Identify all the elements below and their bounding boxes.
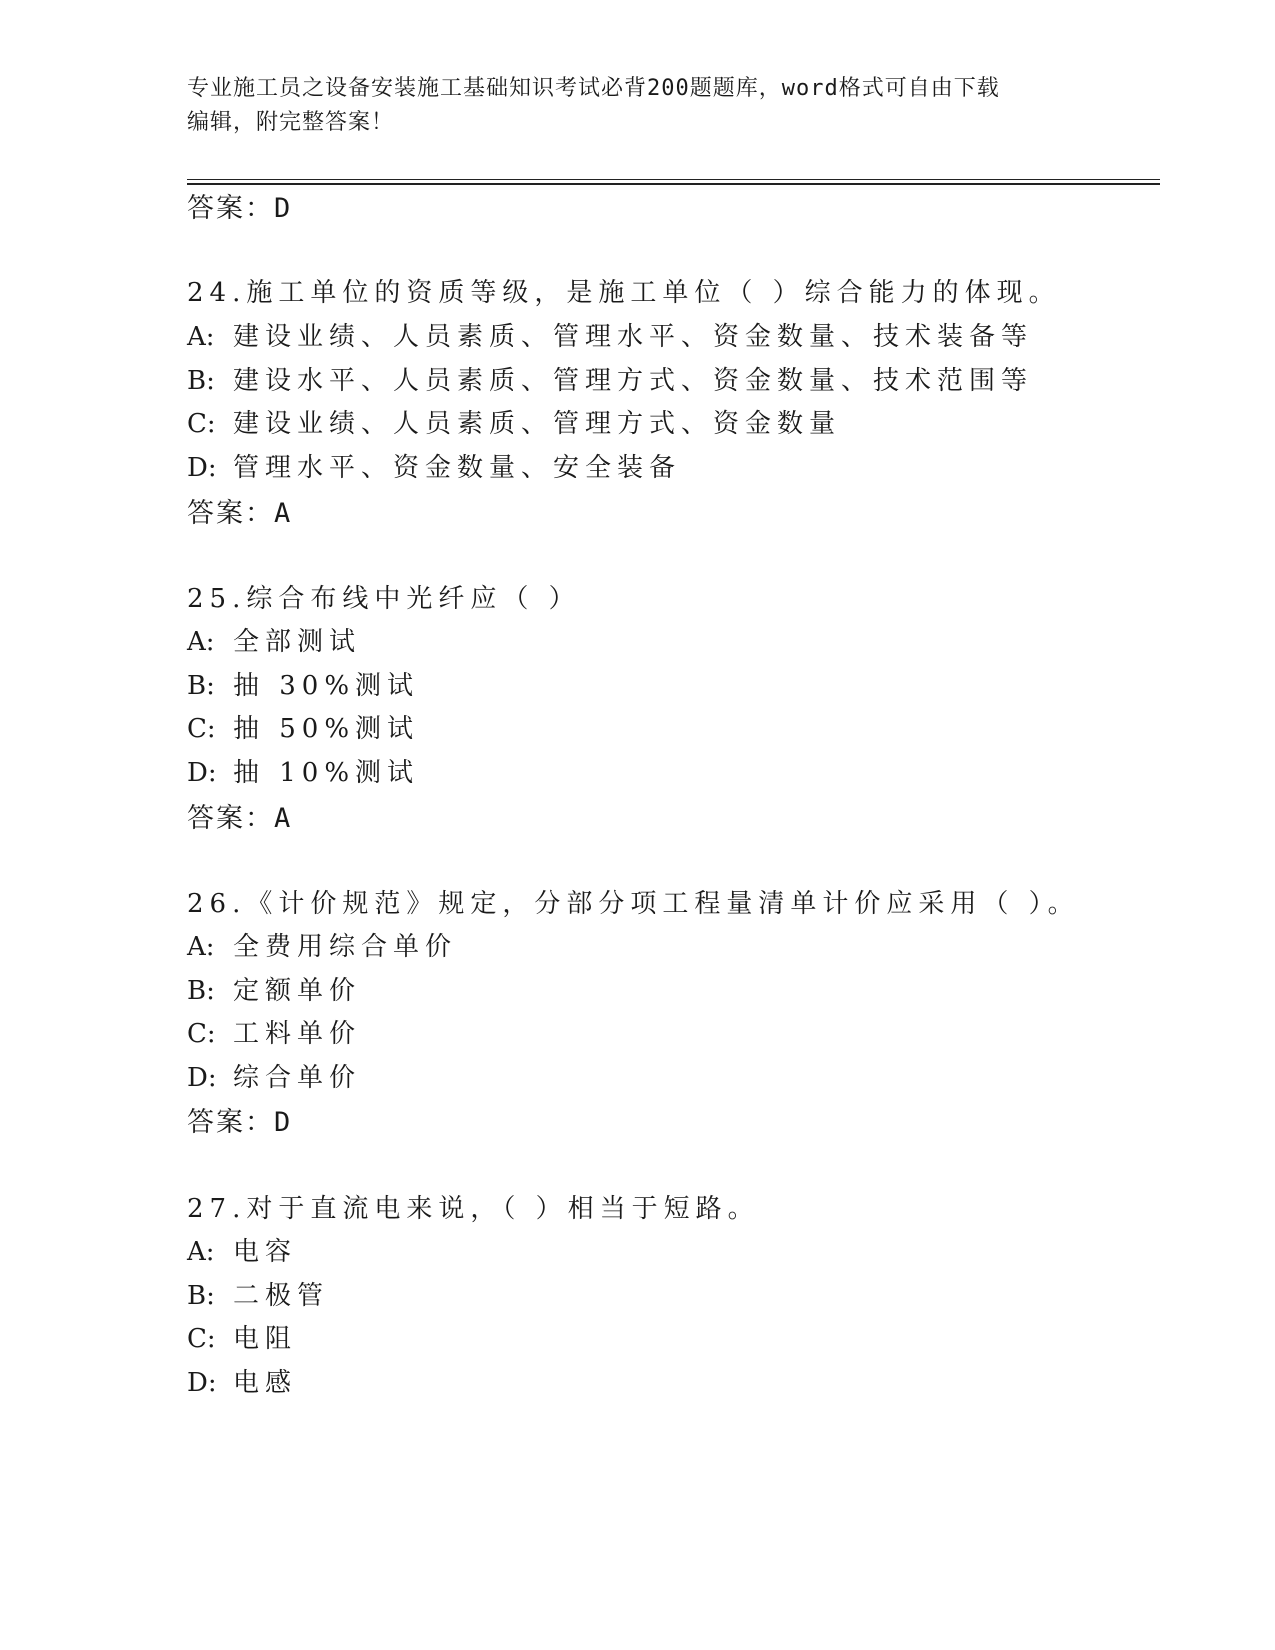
- question-27-option-a: [187, 1231, 297, 1268]
- option-letter: C:: [187, 1324, 216, 1354]
- option-letter: B:: [187, 366, 215, 396]
- question-25-option-b: [187, 665, 419, 702]
- question-27-option-d: [187, 1362, 297, 1399]
- option-letter: C:: [187, 1019, 216, 1049]
- option-letter: A:: [187, 1237, 215, 1267]
- question-26-option-a: [187, 926, 457, 963]
- option-text: 全费用综合单价: [233, 932, 458, 962]
- document-header: [187, 72, 1087, 140]
- question-25-stem: 25.综合布线中光纤应（ ）: [187, 584, 581, 614]
- option-text: 建设业绩、人员素质、管理方式、资金数量: [233, 409, 842, 439]
- question-24-stem: 24.施工单位的资质等级，是施工单位（ ）综合能力的体现。: [187, 278, 1061, 308]
- question-26-option-c: [187, 1013, 361, 1050]
- option-letter: B:: [187, 671, 215, 701]
- option-letter: D:: [187, 1368, 217, 1398]
- question-27-option-b: [187, 1275, 329, 1312]
- question-24-option-c: [187, 403, 841, 440]
- header-line-1: 专业施工员之设备安装施工基础知识考试必背200题题库，word格式可自由下载: [187, 76, 1000, 101]
- option-letter: D:: [187, 758, 217, 788]
- option-letter: D:: [187, 1063, 217, 1093]
- question-25-option-d: [187, 752, 419, 789]
- option-text: 管理水平、资金数量、安全装备: [233, 453, 682, 483]
- option-text: 建设水平、人员素质、管理方式、资金数量、技术范围等: [233, 366, 1034, 396]
- question-26-answer: 答案：D: [187, 1107, 293, 1138]
- option-letter: B:: [187, 976, 215, 1006]
- option-letter: A:: [187, 627, 215, 657]
- question-26-stem: 26.《计价规范》规定，分部分项工程量清单计价应采用（ ）。: [187, 889, 1080, 919]
- question-24-option-a: [187, 316, 1033, 353]
- option-text: 电容: [233, 1237, 298, 1267]
- question-25-option-a: [187, 621, 361, 658]
- question-24-option-d: [187, 447, 681, 484]
- option-text: 全部测试: [233, 627, 362, 657]
- question-27-option-c: [187, 1318, 297, 1355]
- header-line-2: 编辑，附完整答案！: [187, 110, 395, 135]
- question-25-answer: 答案：A: [187, 803, 293, 834]
- option-letter: D:: [187, 453, 217, 483]
- question-26-option-d: [187, 1057, 361, 1094]
- question-27-stem: 27.对于直流电来说，（ ）相当于短路。: [187, 1194, 760, 1224]
- previous-answer: 答案：D: [187, 193, 293, 224]
- option-letter: B:: [187, 1281, 215, 1311]
- option-letter: C:: [187, 409, 216, 439]
- option-text: 抽 30%测试: [233, 671, 420, 701]
- question-24-answer: 答案：A: [187, 498, 293, 529]
- header-divider-thick: [187, 183, 1160, 185]
- option-text: 建设业绩、人员素质、管理水平、资金数量、技术装备等: [233, 322, 1034, 352]
- option-text: 电阻: [233, 1324, 298, 1354]
- option-letter: A:: [187, 932, 215, 962]
- option-text: 工料单价: [233, 1019, 362, 1049]
- question-24-option-b: [187, 360, 1033, 397]
- option-letter: A:: [187, 322, 215, 352]
- option-text: 综合单价: [233, 1063, 362, 1093]
- question-25-option-c: [187, 708, 419, 745]
- option-text: 二极管: [233, 1281, 330, 1311]
- option-text: 抽 50%测试: [233, 714, 420, 744]
- option-text: 定额单价: [233, 976, 362, 1006]
- question-26-option-b: [187, 970, 361, 1007]
- option-text: 抽 10%测试: [233, 758, 420, 788]
- option-text: 电感: [233, 1368, 298, 1398]
- option-letter: C:: [187, 714, 216, 744]
- header-divider-thin: [187, 179, 1160, 180]
